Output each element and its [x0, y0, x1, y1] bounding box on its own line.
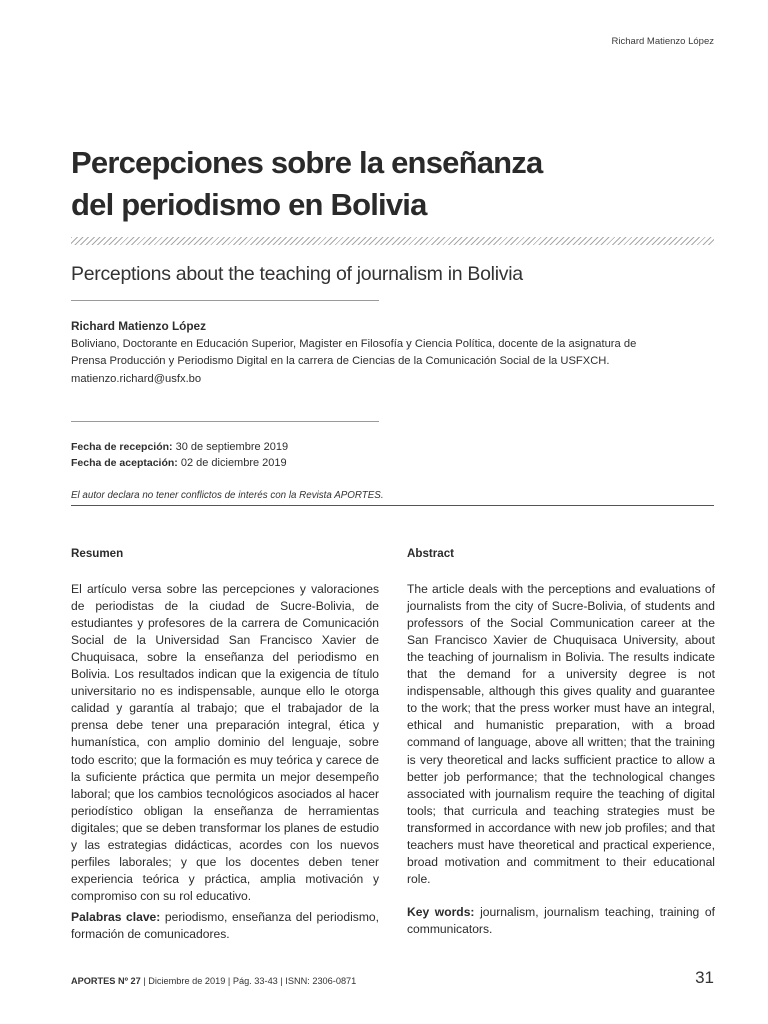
resumen-text: El artículo versa sobre las percepciones y valoraciones de periodistas de la ciudad de Sucre-Bolivia, de estudiantes y profesores de la carrera de Comunicación Social de la Universidad San Francisco Xavier de Chuquisaca, sobre la enseñanza del periodismo en Bolivia. Los resultados indican que la exigencia de título universitario no es indispensable, aunque ello le otorga calidad y garantía al trabajo; que el trabajador de la prensa debe tener una preparación integral, ética y humanística, con amplio dominio del lenguaje, sobre todo escrito; que la formación es muy teórica y carece de la suficiente práctica que permita un mejor desempeño laboral; que los cambios tecnológicos asociados al hacer periodístico obligan la enseñanza de herramientas digitales; que se deben transformar los planes de estudio y las estrategias didácticas, acordes con los nuevos perfiles laborales; y que los docentes deben tener experiencia teórica y práctica, amplia motivación y compromiso con su rol educativo. [71, 582, 379, 903]
abstract-keywords [407, 904, 715, 938]
accepted-label: Fecha de aceptación: [71, 456, 178, 469]
author-rule [71, 421, 379, 422]
received-value: 30 de septiembre 2019 [172, 441, 289, 453]
accepted-value: 02 de diciembre 2019 [177, 456, 287, 469]
page-number: 31 [695, 968, 714, 987]
author-block [71, 318, 641, 388]
hatched-divider [71, 237, 714, 245]
accepted-date [71, 456, 471, 472]
journal-name: APORTES Nº 27 [71, 976, 141, 986]
abstract-heading: Abstract [407, 547, 455, 560]
resumen-column [71, 545, 379, 943]
abstract-column [407, 545, 715, 938]
resumen-keywords [71, 909, 379, 943]
received-date [71, 440, 471, 456]
author-name: Richard Matienzo López [71, 319, 207, 333]
journal-footer [71, 976, 356, 986]
running-head: Richard Matienzo López [611, 36, 714, 47]
subtitle-rule [71, 300, 379, 301]
section-rule [71, 505, 714, 506]
abstract-text: The article deals with the perceptions and evaluations of journalists from the city of Sucre-Bolivia, of students and professors of the Social Communication career at the San Francisco Xavier de Chuquisaca University, about the teaching of journalism in Bolivia. The results indicate that the demand for a university degree is not indispensable, although this gives quality and guarantee to the work; that the press worker must have an integral, ethical and humanistic preparation, with a broad command of language, above all written; that the training is very theoretical and lacks sufficient practice to allow a better job performance; that the technological changes associated with journalism require the teaching of digital tools; that curricula and teaching strategies must be transformed in accordance with new job profiles; and that teachers must have theoretical and practical experience, broad motivation and commitment to their educational role. [407, 582, 715, 886]
received-label: Fecha de recepción: [71, 441, 173, 453]
resumen-heading: Resumen [71, 547, 124, 560]
title-line-2: del periodismo en Bolivia [71, 187, 427, 222]
article-title [71, 142, 711, 226]
journal-details: | Diciembre de 2019 | Pág. 33-43 | ISNN: 2306-0871 [140, 976, 357, 986]
abstract-keywords-value: journalism, journalism teaching, training of communicators. [407, 904, 715, 936]
resumen-keywords-label: Palabras clave: [71, 909, 161, 924]
dates-block [71, 440, 471, 471]
article-subtitle: Perceptions about the teaching of journalism in Bolivia [71, 263, 523, 285]
conflict-note: El autor declara no tener conflictos de interés con la Revista APORTES. [71, 490, 384, 501]
author-bio: Boliviano, Doctorante en Educación Superior, Magister en Filosofía y Ciencia Política, docente de la asignatura de Prensa Producción y Periodismo Digital en la carrera de Ciencias de la Comunicación Social de la USFXCH. [71, 337, 637, 368]
author-email: matienzo.richard@usfx.bo [71, 372, 202, 385]
abstract-keywords-label: Key words: [407, 904, 475, 919]
resumen-keywords-value: periodismo, enseñanza del periodismo, formación de comunicadores. [71, 909, 380, 941]
title-line-1: Percepciones sobre la enseñanza [71, 145, 543, 180]
